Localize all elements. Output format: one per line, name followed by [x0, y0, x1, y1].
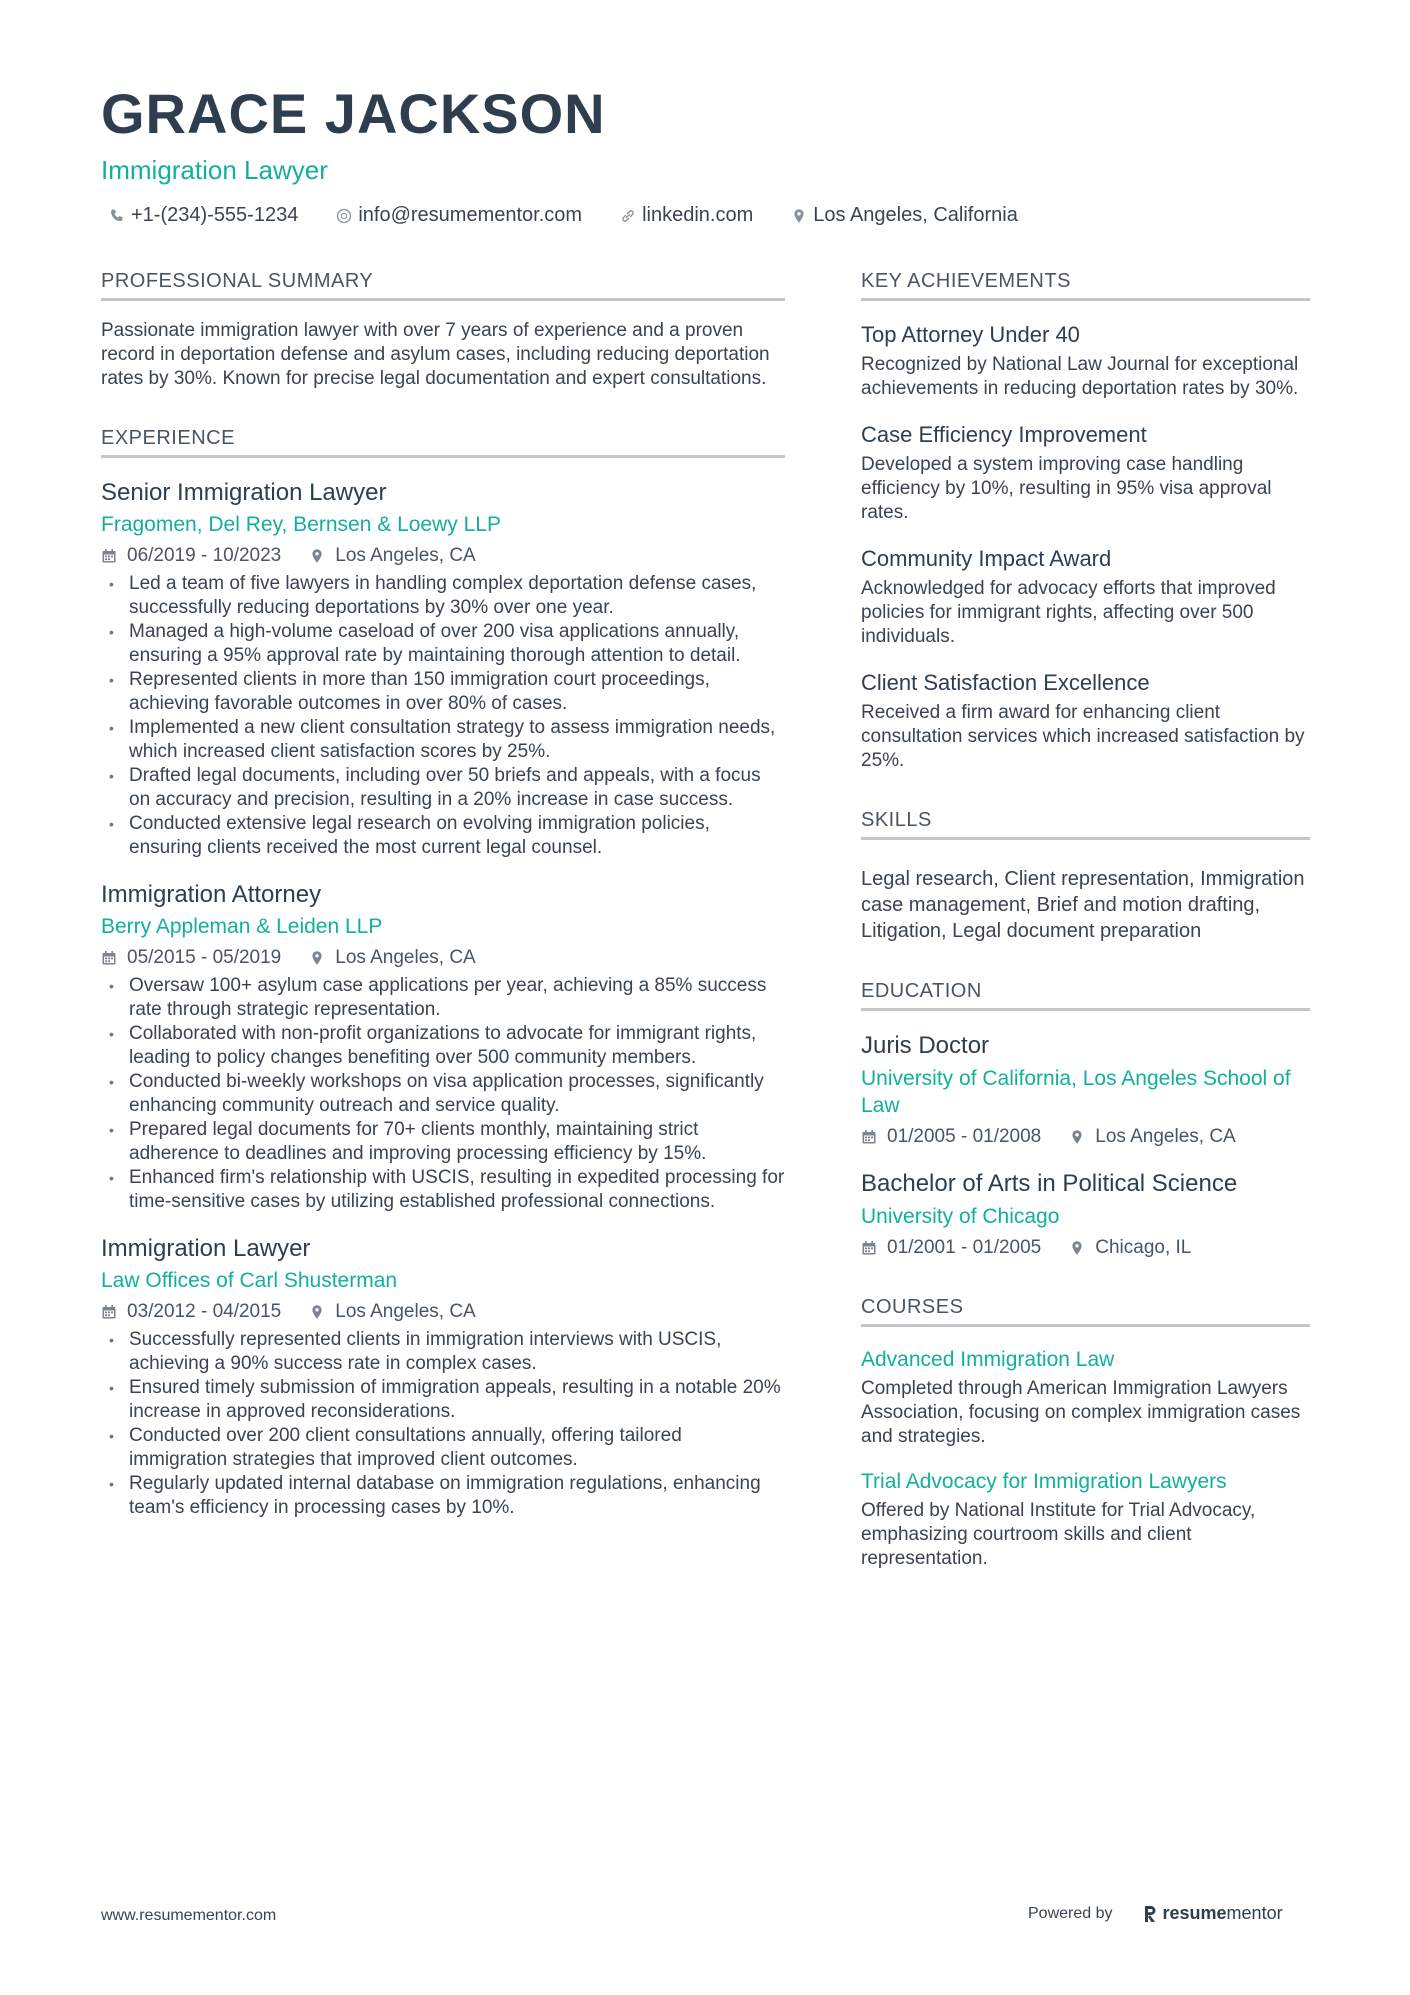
achievement-desc: Received a firm award for enhancing client consultation services which increased satisfaction by 25%.: [861, 702, 1305, 771]
bullet-item: • Represented clients in more than 150 immigration court proceedings, achieving favorable outcomes in over 80% of cases.: [101, 668, 785, 716]
education-degree: Juris Doctor: [861, 1032, 990, 1059]
location-pin-icon: [309, 950, 325, 966]
contact-linkedin: [612, 204, 753, 227]
email-text: info@resumementor.com: [358, 204, 583, 226]
job-company: Berry Appleman & Leiden LLP: [101, 915, 383, 938]
brand-name-light: mentor: [1226, 1903, 1283, 1923]
bullet-item: • Oversaw 100+ asylum case applications per year, achieving a 85% success rate through strategic representation.: [101, 974, 785, 1022]
location-pin-icon: [791, 208, 807, 224]
job-meta: [101, 946, 785, 970]
job-meta: [101, 1300, 785, 1324]
education-meta: [861, 1125, 1310, 1149]
bullet-item: • Conducted bi-weekly workshops on visa application processes, significantly enhancing community outreach and service quality.: [101, 1070, 785, 1118]
job-dates-text: 03/2012 - 04/2015: [127, 1301, 282, 1322]
experience-heading: EXPERIENCE: [101, 425, 785, 458]
location-pin-icon: [1069, 1129, 1085, 1145]
job-entry: [101, 478, 785, 860]
achievement-title: Case Efficiency Improvement: [861, 422, 1147, 447]
education-school: University of Chicago: [861, 1205, 1060, 1228]
contact-phone: [101, 204, 298, 227]
achievement-title: Community Impact Award: [861, 546, 1112, 571]
location-pin-icon: [309, 1304, 325, 1320]
job-entry: [101, 880, 785, 1214]
job-role: Immigration Lawyer: [101, 1235, 311, 1262]
calendar-icon: [861, 1129, 877, 1145]
summary-section: [101, 268, 785, 391]
achievement-desc: Developed a system improving case handling efficiency by 10%, resulting in 95% visa approval rates.: [861, 454, 1272, 523]
skills-heading: SKILLS: [861, 807, 1310, 840]
job-dates-text: 05/2015 - 05/2019: [127, 947, 282, 968]
footer-powered: [1028, 1903, 1283, 1924]
left-column: [101, 268, 785, 1554]
job-location: [309, 544, 475, 568]
achievement-item: [861, 669, 1310, 773]
job-dates-text: 06/2019 - 10/2023: [127, 545, 282, 566]
job-dates: [101, 946, 281, 970]
candidate-title: Immigration Lawyer: [101, 155, 328, 185]
education-meta: [861, 1236, 1310, 1260]
course-title: Advanced Immigration Law: [861, 1348, 1115, 1371]
brand-name-bold: resume: [1162, 1903, 1227, 1923]
experience-section: [101, 425, 785, 1520]
course-title: Trial Advocacy for Immigration Lawyers: [861, 1470, 1227, 1493]
courses-section: [861, 1294, 1310, 1571]
job-role: Immigration Attorney: [101, 881, 322, 908]
job-dates: [101, 544, 281, 568]
bullet-item: • Ensured timely submission of immigration appeals, resulting in a notable 20% increase in approved reconsiderations.: [101, 1376, 785, 1424]
at-icon: [336, 208, 352, 224]
achievement-item: [861, 421, 1310, 525]
job-company: Fragomen, Del Rey, Bernsen & Loewy LLP: [101, 513, 501, 536]
bullet-item: • Implemented a new client consultation strategy to assess immigration needs, which increased client satisfaction scores by 25%.: [101, 716, 785, 764]
skills-text: Legal research, Client representation, Immigration case management, Brief and motion drafting, Litigation, Legal document preparation: [861, 868, 1305, 942]
education-heading: EDUCATION: [861, 978, 1310, 1011]
right-column: [861, 268, 1310, 1605]
summary-heading: PROFESSIONAL SUMMARY: [101, 268, 785, 301]
education-school: University of California, Los Angeles School of Law: [861, 1067, 1291, 1117]
bullet-item: • Prepared legal documents for 70+ clients monthly, maintaining strict adherence to deadlines and improving processing efficiency by 15%.: [101, 1118, 785, 1166]
job-location: [309, 946, 475, 970]
powered-by-text: Powered by: [1028, 1904, 1113, 1922]
location-pin-icon: [309, 548, 325, 564]
job-bullets: [101, 572, 785, 860]
achievement-item: [861, 545, 1310, 649]
summary-text: Passionate immigration lawyer with over 7 years of experience and a proven record in deportation defense and asylum cases, including reducing deportation rates by 30%. Known for precise legal documentation and expert consultations.: [101, 320, 770, 389]
education-dates: [861, 1236, 1041, 1260]
achievement-item: [861, 321, 1310, 401]
contact-bar: [101, 204, 1321, 227]
calendar-icon: [861, 1240, 877, 1256]
bullet-item: • Collaborated with non-profit organizations to advocate for immigrant rights, leading to policy changes benefiting over 500 community members.: [101, 1022, 785, 1070]
education-degree: Bachelor of Arts in Political Science: [861, 1170, 1238, 1197]
bullet-item: • Managed a high-volume caseload of over 200 visa applications annually, ensuring a 95% approval rate by maintaining thorough attention to detail.: [101, 620, 785, 668]
bullet-item: • Conducted over 200 client consultations annually, offering tailored immigration strategies that improved client outcomes.: [101, 1424, 785, 1472]
linkedin-text: linkedin.com: [642, 204, 754, 226]
education-location-text: Chicago, IL: [1095, 1237, 1192, 1258]
education-dates: [861, 1125, 1041, 1149]
education-dates-text: 01/2005 - 01/2008: [887, 1126, 1042, 1147]
course-desc: Completed through American Immigration Lawyers Association, focusing on complex immigration cases and strategies.: [861, 1378, 1301, 1447]
location-text: Los Angeles, California: [813, 204, 1018, 226]
resumementor-logo-icon: [1143, 1904, 1157, 1924]
brand-logo[interactable]: [1143, 1903, 1283, 1924]
location-pin-icon: [1069, 1240, 1085, 1256]
link-icon: [620, 208, 636, 224]
course-item: [861, 1347, 1310, 1449]
education-location: [1069, 1236, 1191, 1260]
contact-location: [783, 204, 1018, 227]
education-dates-text: 01/2001 - 01/2005: [887, 1237, 1042, 1258]
job-role: Senior Immigration Lawyer: [101, 479, 387, 506]
job-location: [309, 1300, 475, 1324]
education-location-text: Los Angeles, CA: [1095, 1126, 1236, 1147]
phone-text: +1-(234)-555-1234: [131, 204, 299, 226]
job-company: Law Offices of Carl Shusterman: [101, 1269, 398, 1292]
job-meta: [101, 544, 785, 568]
calendar-icon: [101, 548, 117, 564]
calendar-icon: [101, 1304, 117, 1320]
course-desc: Offered by National Institute for Trial Advocacy, emphasizing courtroom skills and client representation.: [861, 1500, 1256, 1569]
job-entry: [101, 1234, 785, 1520]
bullet-item: • Enhanced firm's relationship with USCIS, resulting in expedited processing for time-sensitive cases by utilizing established professional connections.: [101, 1166, 785, 1214]
job-bullets: [101, 974, 785, 1214]
achievement-title: Top Attorney Under 40: [861, 322, 1080, 347]
achievement-desc: Acknowledged for advocacy efforts that improved policies for immigrant rights, affecting over 500 individuals.: [861, 578, 1276, 647]
achievement-desc: Recognized by National Law Journal for exceptional achievements in reducing deportation rates by 30%.: [861, 354, 1299, 399]
education-section: [861, 978, 1310, 1260]
job-location-text: Los Angeles, CA: [335, 947, 476, 968]
bullet-item: • Conducted extensive legal research on evolving immigration policies, ensuring clients received the most current legal counsel.: [101, 812, 785, 860]
footer-website[interactable]: www.resumementor.com: [101, 1907, 277, 1924]
achievements-section: [861, 268, 1310, 773]
education-item: [861, 1169, 1310, 1260]
resume-header: [101, 80, 1321, 227]
calendar-icon: [101, 950, 117, 966]
skills-section: [861, 807, 1310, 944]
education-item: [861, 1031, 1310, 1149]
contact-email: [328, 204, 582, 227]
course-item: [861, 1469, 1310, 1571]
bullet-item: • Drafted legal documents, including over 50 briefs and appeals, with a focus on accuracy and precision, resulting in a 20% increase in case success.: [101, 764, 785, 812]
job-dates: [101, 1300, 281, 1324]
education-location: [1069, 1125, 1235, 1149]
achievements-heading: KEY ACHIEVEMENTS: [861, 268, 1310, 301]
bullet-item: • Regularly updated internal database on immigration regulations, enhancing team's efficiency in processing cases by 10%.: [101, 1472, 785, 1520]
bullet-item: • Successfully represented clients in immigration interviews with USCIS, achieving a 90% success rate in complex cases.: [101, 1328, 785, 1376]
job-location-text: Los Angeles, CA: [335, 545, 476, 566]
candidate-name: GRACE JACKSON: [101, 82, 606, 145]
bullet-item: • Led a team of five lawyers in handling complex deportation defense cases, successfully reducing deportations by 30% over one year.: [101, 572, 785, 620]
job-location-text: Los Angeles, CA: [335, 1301, 476, 1322]
phone-icon: [109, 208, 125, 224]
courses-heading: COURSES: [861, 1294, 1310, 1327]
achievement-title: Client Satisfaction Excellence: [861, 670, 1150, 695]
job-bullets: [101, 1328, 785, 1520]
